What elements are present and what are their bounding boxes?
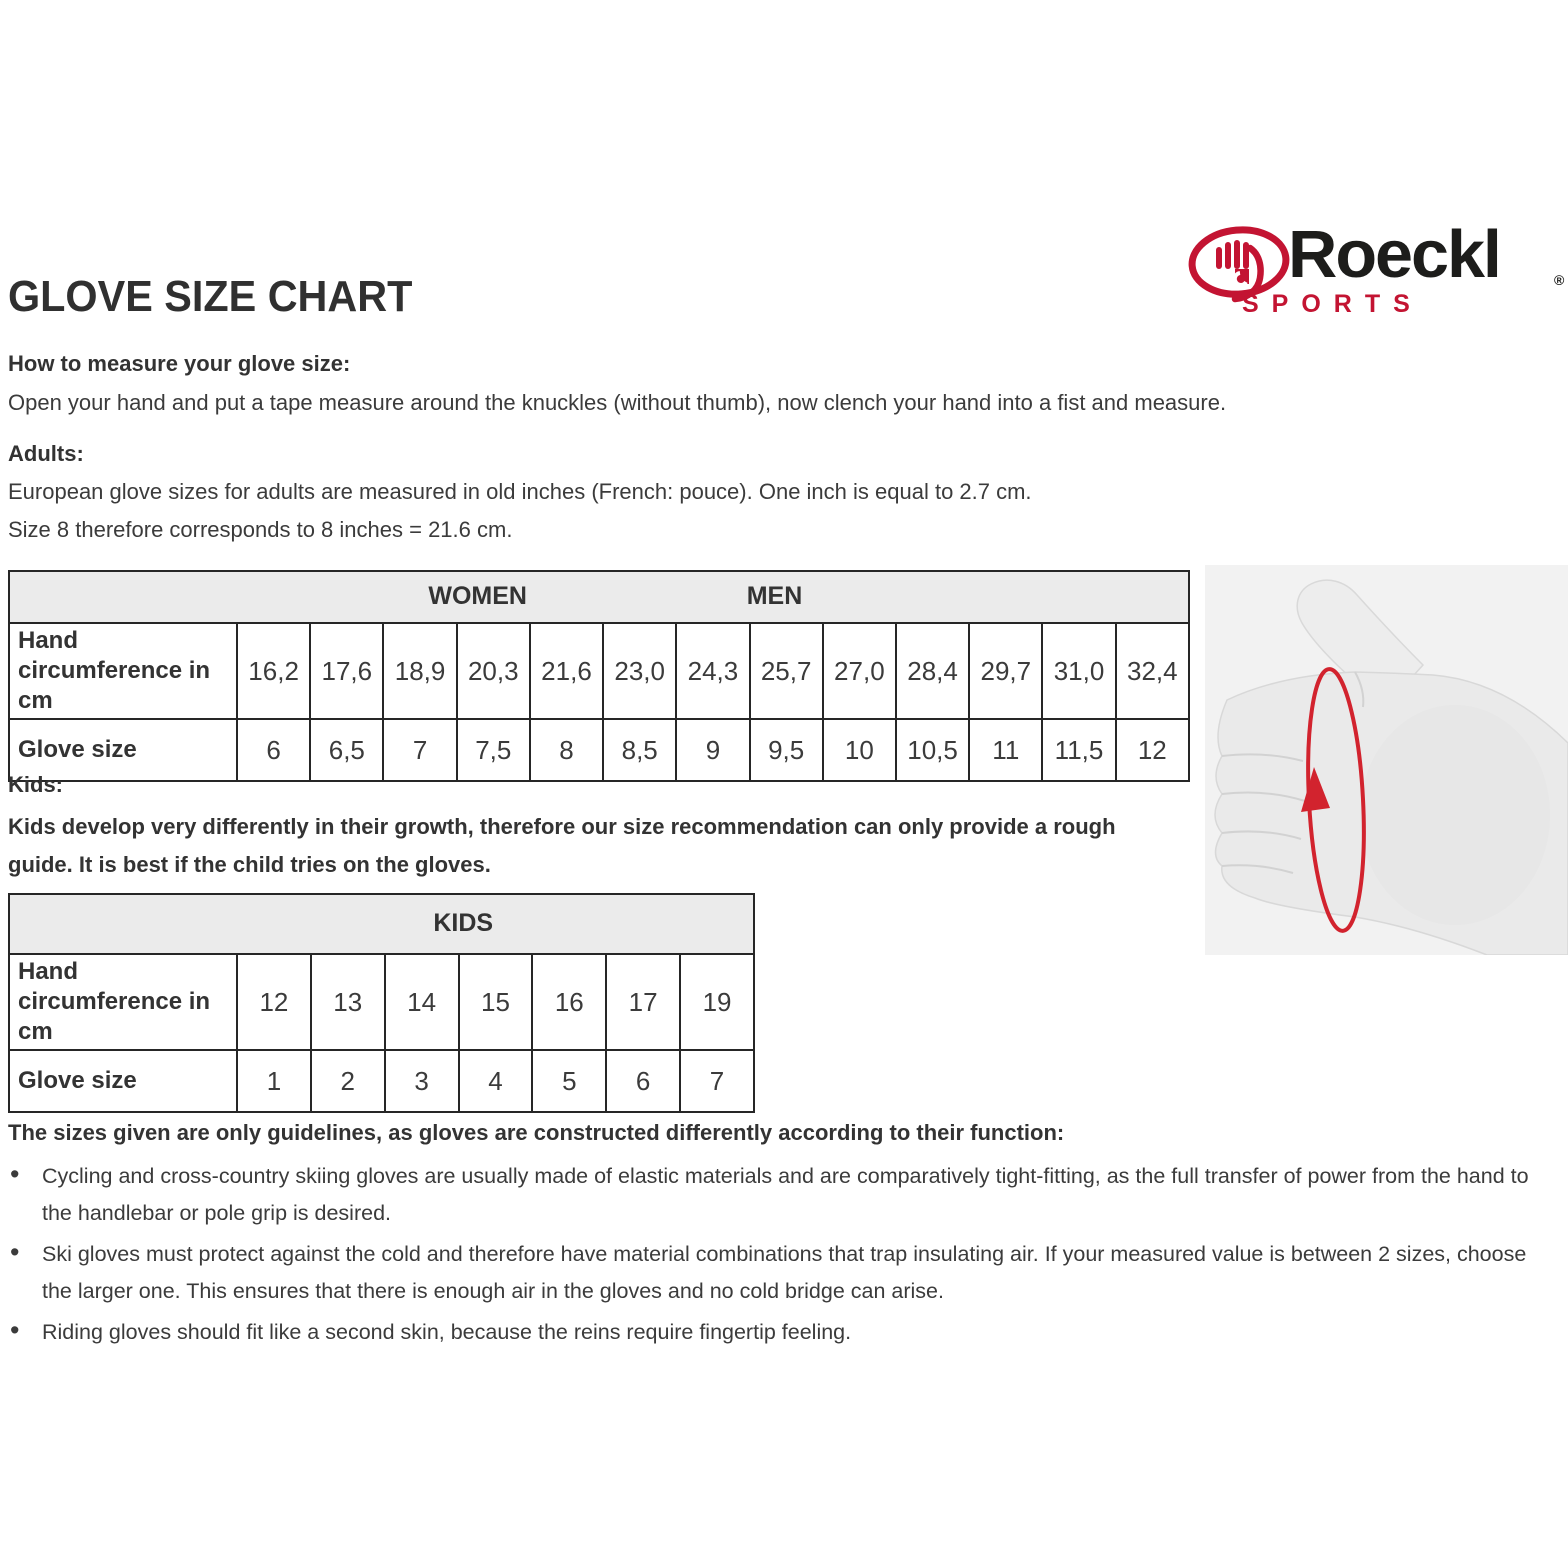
size-value-cell: 15 [459,954,533,1050]
size-value-cell: 8 [530,719,603,781]
kids-table-group-header-row [9,894,754,954]
kids-size-table [8,893,755,1113]
guidelines-bullet-list [8,1158,1556,1355]
row-label-hand-circumference: Hand circumference in cm [9,623,237,719]
size-value-cell: 4 [459,1050,533,1112]
size-value-cell: 18,9 [383,623,456,719]
size-value-cell: 16 [532,954,606,1050]
size-value-cell: 13 [311,954,385,1050]
size-value-cell: 32,4 [1116,623,1189,719]
adults-size-table [8,570,1190,782]
size-value-cell: 12 [1116,719,1189,781]
size-value-cell: 2 [311,1050,385,1112]
size-value-cell: 27,0 [823,623,896,719]
size-value-cell: 6,5 [310,719,383,781]
size-value-cell: 6 [606,1050,680,1112]
size-value-cell: 10,5 [896,719,969,781]
adults-table-group-header-row [9,571,1189,623]
kids-body: Kids develop very differently in their growth, therefore our size recommendation can only provide a rough guide. It is best if the child tries on the gloves. [8,814,1116,877]
row-label-glove-size: Glove size [9,1050,237,1112]
kids-heading: Kids: [8,772,63,797]
howto-body: Open your hand and put a tape measure around the knuckles (without thumb), now clench your hand into a fist and measure. [8,390,1227,415]
size-value-cell: 6 [237,719,310,781]
guideline-bullet-item: • Ski gloves must protect against the cold and therefore have material combinations that trap insulating air. If your measured value is between 2 sizes, choose the larger one. This ensures that there is enough air in the gloves and no cold bridge can arise. [8,1236,1556,1310]
size-value-cell: 7 [680,1050,754,1112]
size-value-cell: 29,7 [969,623,1042,719]
size-value-cell: 11 [969,719,1042,781]
roeckl-sports-text: SPORTS [1242,290,1423,318]
size-value-cell: 1 [237,1050,311,1112]
size-value-cell: 7,5 [457,719,530,781]
guideline-bullet-item: • Riding gloves should fit like a second skin, because the reins require fingertip feeling. [8,1314,1556,1351]
size-value-cell: 5 [532,1050,606,1112]
size-value-cell: 8,5 [603,719,676,781]
howto-heading: How to measure your glove size: [8,351,351,376]
women-group-header: WOMEN [428,581,527,610]
roeckl-brand-text: Roeckl [1288,217,1500,292]
page-title: GLOVE SIZE CHART [8,272,413,321]
size-value-cell: 17 [606,954,680,1050]
men-group-header: MEN [746,581,803,610]
size-value-cell: 23,0 [603,623,676,719]
hand-shading [1360,705,1550,925]
adults-line1: European glove sizes for adults are measured in old inches (French: pouce). One inch is equal to 2.7 cm. [8,479,1032,504]
row-label-glove-size: Glove size [9,719,237,781]
guideline-bullet-item: • Cycling and cross-country skiing gloves are usually made of elastic materials and are comparatively tight-fitting, as the full transfer of power from the hand to the handlebar or pole grip is desired. [8,1158,1556,1232]
roeckl-logo [1188,217,1568,340]
size-value-cell: 9,5 [750,719,823,781]
size-value-cell: 11,5 [1042,719,1115,781]
size-value-cell: 7 [383,719,456,781]
kids-glove-size-row [9,1050,754,1112]
size-value-cell: 25,7 [750,623,823,719]
size-value-cell: 12 [237,954,311,1050]
size-value-cell: 19 [680,954,754,1050]
row-label-hand-circumference: Hand circumference in cm [9,954,237,1050]
size-value-cell: 24,3 [676,623,749,719]
guidelines-heading: The sizes given are only guidelines, as gloves are constructed differently according to their function: [8,1120,1065,1145]
size-value-cell: 17,6 [310,623,383,719]
size-value-cell: 28,4 [896,623,969,719]
adults-heading: Adults: [8,441,84,466]
size-value-cell: 16,2 [237,623,310,719]
size-value-cell: 3 [385,1050,459,1112]
size-value-cell: 31,0 [1042,623,1115,719]
adults-line2: Size 8 therefore corresponds to 8 inches = 21.6 cm. [8,517,513,542]
registered-trademark-symbol: ® [1554,272,1565,288]
size-value-cell: 10 [823,719,896,781]
kids-hand-circumference-row [9,954,754,1050]
kids-group-header: KIDS [433,908,494,937]
size-value-cell: 9 [676,719,749,781]
adults-hand-circumference-row [9,623,1189,719]
size-value-cell: 14 [385,954,459,1050]
hand-measurement-illustration [1205,565,1568,955]
size-value-cell: 21,6 [530,623,603,719]
adults-glove-size-row [9,719,1189,781]
size-value-cell: 20,3 [457,623,530,719]
